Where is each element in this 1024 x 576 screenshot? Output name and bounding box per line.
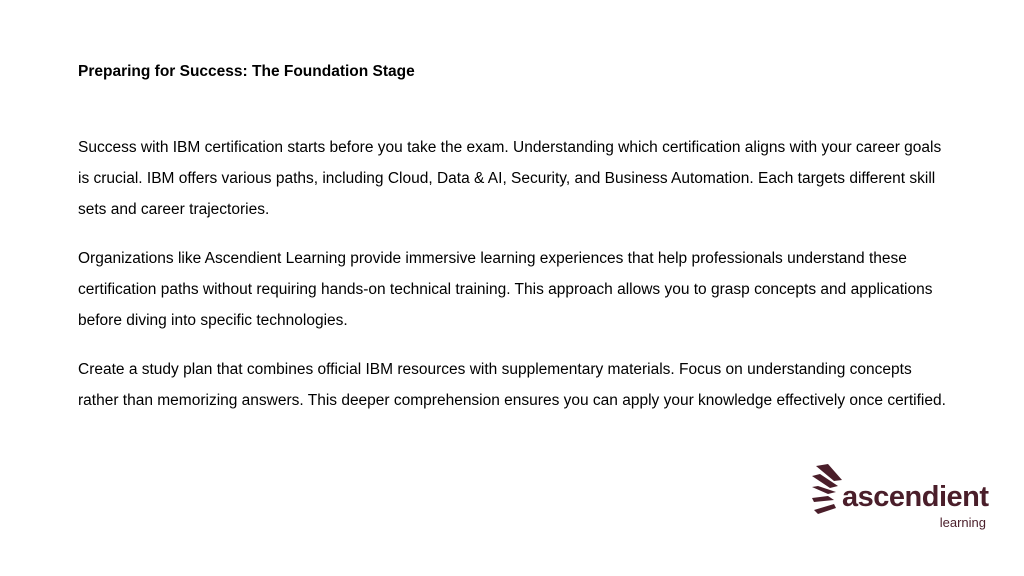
slide-body [78,132,948,434]
paragraph-ascendient-learning: Organizations like Ascendient Learning provide immersive learning experiences that help professionals understand these certification paths without requiring hands-on technical training. This approach allows you to grasp concepts and applications before diving into specific technologies. [78,250,933,329]
paragraph-study-plan: Create a study plan that combines official IBM resources with supplementary materials. Focus on understanding concepts rather than memorizing answers. This deeper comprehension ensures you can apply your knowledge effectively once certified. [78,361,946,409]
ascendient-logo [812,462,992,536]
paragraph-certification-paths: Success with IBM certification starts before you take the exam. Understanding which certification aligns with your career goals is crucial. IBM offers various paths, including Cloud, Data & AI, Security, and Business Automation. Each targets different skill sets and career trajectories. [78,139,942,218]
logo-wordmark: ascendient [842,481,989,513]
logo-subtitle: learning [939,515,986,530]
slide-title: Preparing for Success: The Foundation Stage [78,63,415,80]
